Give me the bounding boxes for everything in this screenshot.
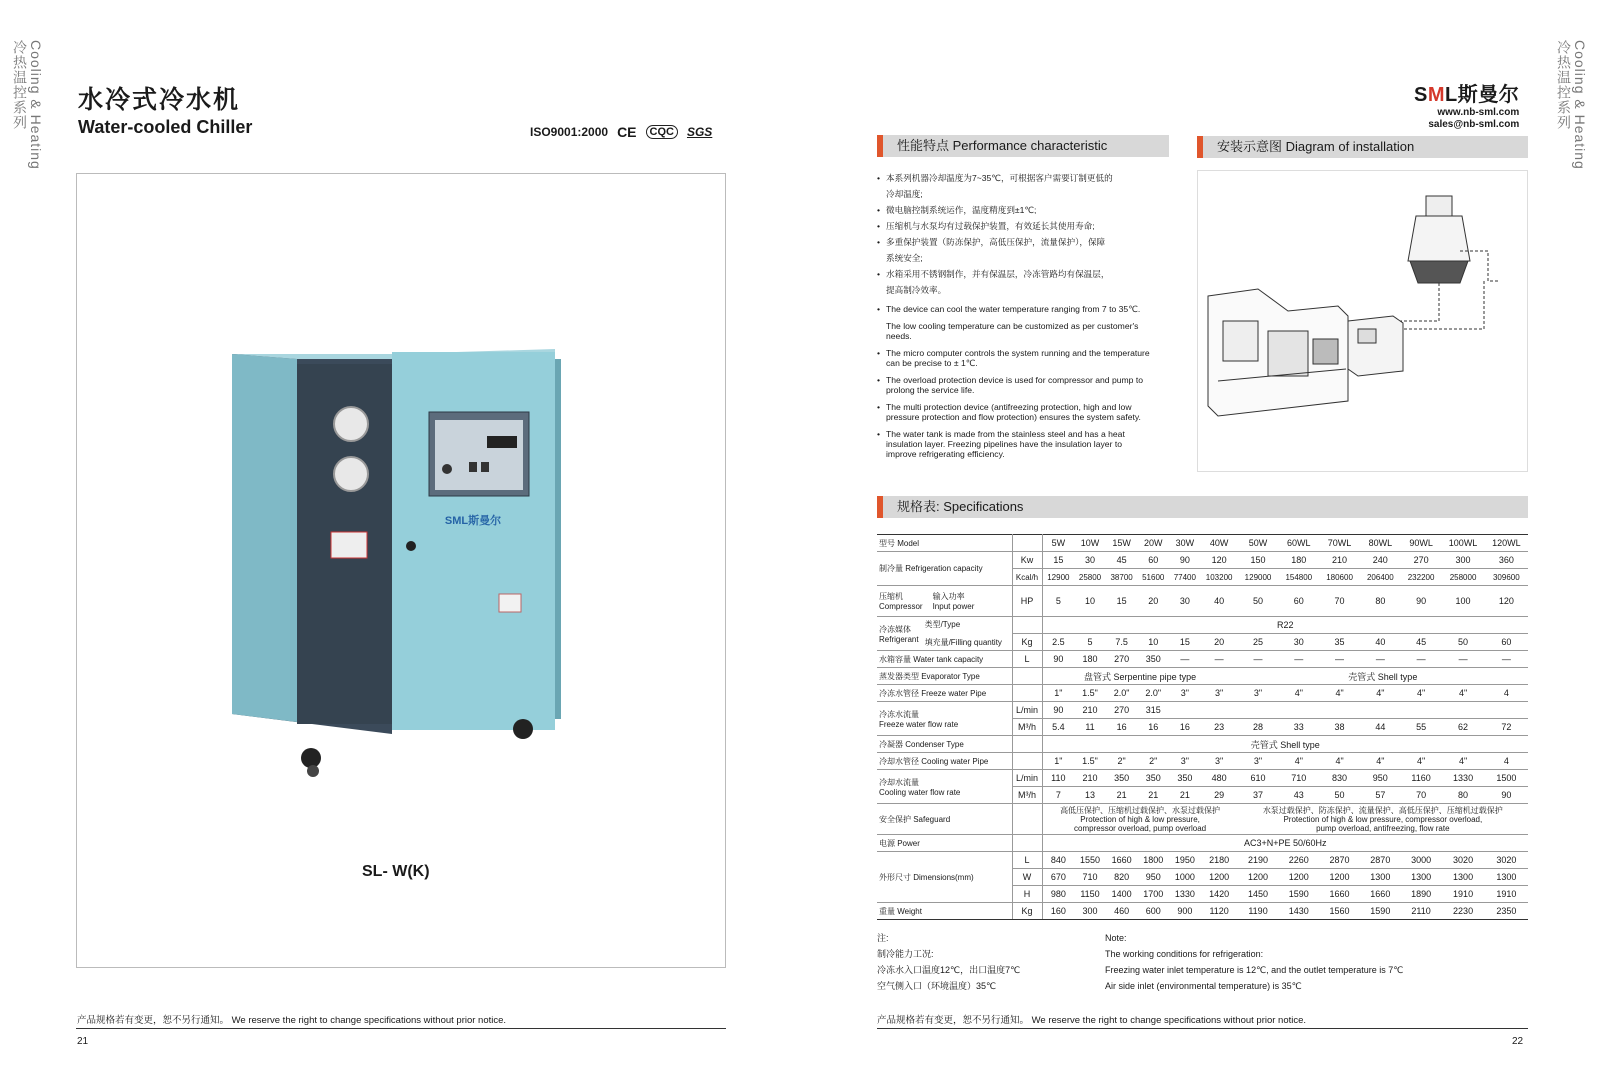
ce-mark: CE xyxy=(617,124,637,140)
list-item: • 多重保护装置（防冻保护，高低压保护，流量保护），保障 系统安全; xyxy=(877,234,1179,266)
list-item: • The multi protection device (antifreezing protection, high and low pressure protection and flow protection) ensures the system safety. xyxy=(877,402,1179,422)
page-number-right: 22 xyxy=(1512,1036,1524,1047)
table-row: M³/h 5.4 11 16 16 16 23 28 33 38 44 55 62 72 xyxy=(877,719,1528,736)
page-number-left: 21 xyxy=(77,1036,89,1047)
company-website: www.nb-sml.com xyxy=(1437,107,1520,118)
machine-brand-label: SML斯曼尔 xyxy=(444,515,502,527)
footnote-left: 产品规格若有变更，恕不另行通知。 We reserve the right to change specifications without prior notice. xyxy=(77,1015,507,1026)
temperature-display xyxy=(487,436,517,448)
pressure-gauge-icon xyxy=(334,407,368,441)
table-row: 冷却水管径 Cooling water Pipe 1" 1.5" 2" 2" 3" 3" 3" 4" 4" 4" 4" 4" 4 xyxy=(877,753,1528,770)
door-lock-icon xyxy=(406,541,416,551)
cooling-tower-fan-icon xyxy=(1426,196,1452,216)
cqc-mark: CQC xyxy=(646,125,678,139)
table-row: 安全保护 Safeguard 高低压保护、压缩机过载保护、水泵过载保护 Protection of high & low pressure, compressor overload, pump overload 水泵过载保护、防冻保护、流量保护、高低压保护、压缩机过载保护 Protection of high & low pressure, compressor overload, pump overload, antifreezing, flow rate xyxy=(877,804,1528,835)
title-cn: 水冷式冷水机 xyxy=(78,86,241,114)
table-row: 压缩机 Compressor 输入功率 Input power HP 5 10 15 20 30 40 50 60 70 80 90 100 120 xyxy=(877,586,1528,617)
warning-label xyxy=(331,532,367,558)
section-performance: 性能特点 Performance characteristic xyxy=(877,135,1169,157)
caster-wheel-icon xyxy=(301,748,321,768)
table-row: 冷凝器 Condenser Type 壳管式 Shell type xyxy=(877,736,1528,753)
certifications xyxy=(530,124,712,140)
pressure-gauge-icon xyxy=(334,457,368,491)
table-row: 制冷量 Refrigeration capacity Kw 15 30 45 60 90 120 150 180 210 240 270 300 360 xyxy=(877,552,1528,569)
table-row: W 670 710 820 950 1000 1200 1200 1200 1200 1300 1300 1300 1300 xyxy=(877,869,1528,886)
table-row: M³/h 7 13 21 21 21 29 37 43 50 57 70 80 90 xyxy=(877,787,1528,804)
chiller-unit-icon xyxy=(1348,316,1403,376)
list-item: • The micro computer controls the system running and the temperature can be precise to ± 1℃. xyxy=(877,348,1179,368)
notes-cn: 注: 制冷能力工况: 冷冻水入口温度12℃，出口温度7℃ 空气侧入口（环境温度）35℃ xyxy=(877,933,1021,991)
list-item: • The device can cool the water temperature ranging from 7 to 35℃. xyxy=(877,304,1179,314)
section-specifications: 规格表: Specifications xyxy=(877,496,1528,518)
list-item: • The overload protection device is used for compressor and pump to prolong the service life. xyxy=(877,375,1179,395)
divider-right xyxy=(877,1028,1528,1029)
table-row: Kg 2.5 5 7.5 10 15 20 25 30 35 40 45 50 60 xyxy=(877,634,1528,651)
table-row: 冷却水流量 Cooling water flow rate L/min 110 210 350 350 350 480 610 710 830 950 1160 1330 1500 xyxy=(877,770,1528,787)
table-row: H 980 1150 1400 1700 1330 1420 1450 1590 1660 1660 1890 1910 1910 xyxy=(877,886,1528,903)
list-item: • The water tank is made from the stainless steel and has a heat insulation layer. Freezing pipelines have the insulation layer to improve refrigerating efficiency. xyxy=(877,429,1179,459)
title-en: Water-cooled Chiller xyxy=(78,117,253,137)
table-row: 电源 Power AC3+N+PE 50/60Hz xyxy=(877,835,1528,852)
chiller-front-door xyxy=(392,352,555,730)
caster-wheel-icon xyxy=(513,719,533,739)
side-label-left: Cooling & Heating 冷热温控系列 xyxy=(12,40,44,170)
sgs-mark: SGS xyxy=(686,125,713,139)
side-label-right: Cooling & Heating 冷热温控系列 xyxy=(1556,40,1588,170)
table-row: 冷冻水管径 Freeze water Pipe 1" 1.5" 2.0" 2.0" 3" 3" 3" 4" 4" 4" 4" 4" 4 xyxy=(877,685,1528,702)
table-row: 重量 Weight Kg 160 300 460 600 900 1120 1190 1430 1560 1590 2110 2230 2350 xyxy=(877,903,1528,920)
chiller-illustration xyxy=(77,174,725,967)
table-row: 冷冻媒体 Refrigerant 类型/Type 填充量/Filling quantity R22 xyxy=(877,617,1528,634)
model-label: SL- W(K) xyxy=(362,863,430,880)
table-row: 蒸发器类型 Evaporator Type 盘管式 Serpentine pipe type 壳管式 Shell type xyxy=(877,668,1528,685)
performance-list xyxy=(877,170,1179,466)
list-item: • 微电脑控制系统运作，温度精度到±1℃; xyxy=(877,202,1179,218)
list-item: The low cooling temperature can be customized as per customer's needs. xyxy=(886,321,1139,341)
cooling-tower-icon xyxy=(1408,216,1470,261)
footnote-right: 产品规格若有变更，恕不另行通知。 We reserve the right to change specifications without prior notice. xyxy=(877,1015,1307,1026)
list-item: • 压缩机与水泵均有过载保护装置，有效延长其使用寿命; xyxy=(877,218,1179,234)
table-row: 水箱容量 Water tank capacity L 90 180 270 350 — — — — — — — — — xyxy=(877,651,1528,668)
section-installation: 安装示意图 Diagram of installation xyxy=(1197,136,1528,158)
table-row: Kcal/h 12900 25800 38700 51600 77400 103200 129000 154800 180600 206400 232200 258000 309600 xyxy=(877,569,1528,586)
company-logo: SML斯曼尔 www.nb-sml.com sales@nb-sml.com xyxy=(1414,84,1520,130)
product-photo-frame xyxy=(76,173,726,968)
list-item: • 本系列机器冷却温度为7~35℃，可根据客户需要订制更低的 冷却温度; xyxy=(877,170,1179,202)
table-row: 型号 Model 5W 10W 15W 20W 30W 40W 50W 60WL 70WL 80WL 90WL 100WL 120WL xyxy=(877,535,1528,552)
table-row: 外形尺寸 Dimensions(mm) L 840 1550 1660 1800 1950 2180 2190 2260 2870 2870 3000 3020 3020 xyxy=(877,852,1528,869)
iso-cert: ISO9001:2000 xyxy=(530,125,609,139)
divider-left xyxy=(76,1028,726,1029)
list-item: • 水箱采用不锈钢制作，并有保温层，冷冻管路均有保温层， 提高制冷效率。 xyxy=(877,266,1179,298)
installation-diagram xyxy=(1197,170,1528,472)
notes-en: Note: The working conditions for refrigeration: Freezing water inlet temperature is 12℃, and the outlet temperature is 7℃ Air side inlet (environmental temperature) is 35℃ xyxy=(1105,933,1404,991)
table-row: 冷冻水流量 Freeze water flow rate L/min 90 210 270 315 xyxy=(877,702,1528,719)
company-email: sales@nb-sml.com xyxy=(1428,119,1520,130)
specifications-table xyxy=(877,534,1528,920)
